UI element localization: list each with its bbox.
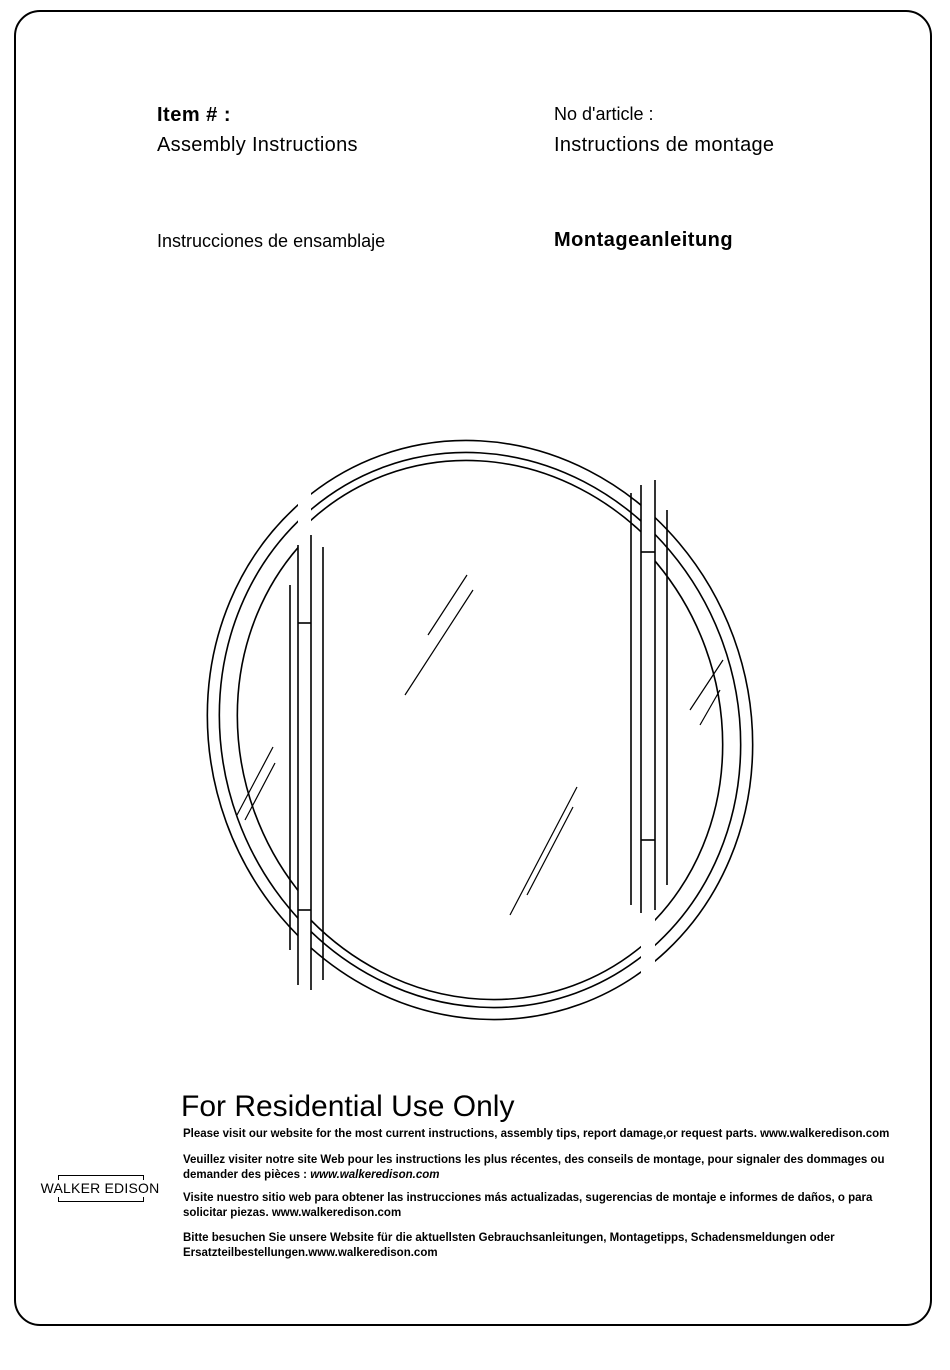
- website-note-en-text: Please visit our website for the most current instructions, assembly tips, report damage,or request parts.: [183, 1128, 761, 1140]
- assembly-instructions-en: Assembly Instructions: [157, 134, 358, 156]
- website-link-es[interactable]: www.walkeredison.com: [271, 1207, 402, 1219]
- residential-use-heading: For Residential Use Only: [181, 1090, 515, 1123]
- walker-edison-logo: [40, 1172, 160, 1208]
- item-number-label-fr: No d'article :: [554, 104, 654, 124]
- logo-bracket-bottom: [58, 1197, 144, 1202]
- website-link-fr[interactable]: www.walkeredison.com: [310, 1169, 440, 1181]
- website-note-es-text: Visite nuestro sitio web para obtener las instrucciones más actualizadas, sugerencias de montaje e informes de daños, o para solicitar piezas.: [183, 1192, 873, 1219]
- website-note-de: [183, 1231, 911, 1261]
- website-link-en[interactable]: www.walkeredison.com: [760, 1128, 890, 1140]
- website-note-en: [183, 1127, 911, 1142]
- website-note-es: [183, 1191, 911, 1221]
- website-note-fr: [183, 1153, 911, 1183]
- assembly-instructions-fr: Instructions de montage: [554, 134, 775, 156]
- assembly-instructions-de: Montageanleitung: [554, 229, 734, 251]
- website-note-de-text: Bitte besuchen Sie unsere Website für die aktuellsten Gebrauchsanleitungen, Montagetipps, Schadensmeldungen oder Ersatzteilbestellungen.: [183, 1232, 835, 1259]
- item-number-label: Item # :: [157, 104, 232, 126]
- assembly-instructions-es: Instrucciones de ensamblaje: [157, 231, 386, 251]
- mirror-icon: [195, 425, 765, 1035]
- website-link-de[interactable]: www.walkeredison.com: [308, 1247, 438, 1259]
- logo-text: WALKER EDISON: [40, 1180, 160, 1196]
- website-note-fr-text: Veuillez visiter notre site Web pour les instructions les plus récentes, des conseils de montage, pour signaler des dommages ou demander des pièces :: [183, 1154, 885, 1181]
